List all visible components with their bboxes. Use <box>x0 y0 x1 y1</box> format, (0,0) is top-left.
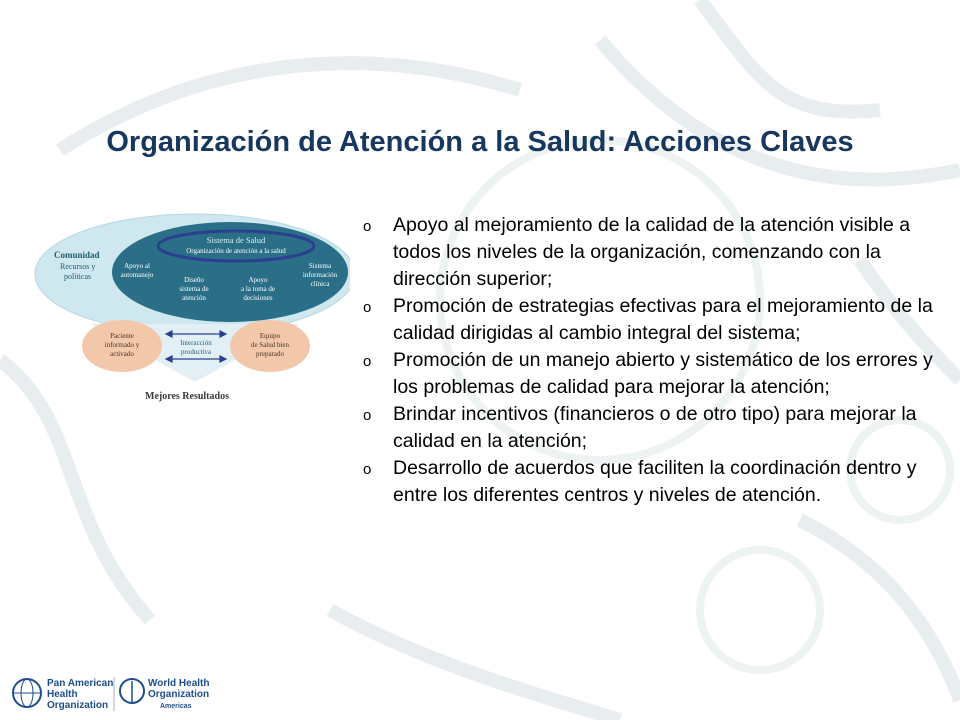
interaccion-1: Interacción <box>180 339 212 347</box>
list-item <box>360 401 950 455</box>
bullet-marker: o <box>363 299 372 316</box>
diseno-1: Diseño <box>184 276 204 284</box>
paho-line-1: Pan American <box>47 678 114 689</box>
list-item <box>360 293 950 347</box>
apoyo-auto-1: Apoyo al <box>124 262 150 270</box>
apoyo-toma-2: a la toma de <box>240 285 276 293</box>
slide-title: Organización de Atención a la Salud: Acciones Claves <box>106 126 854 159</box>
organizacion-label: Organización de atención a la salud <box>186 247 286 255</box>
paho-line-2: Health <box>47 689 78 700</box>
interaccion-2: productiva <box>181 348 211 356</box>
list-item-text: Desarrollo de acuerdos que faciliten la coordinación dentro y entre los diferentes centros y niveles de atención. <box>393 457 917 506</box>
equipo-3: preparado <box>256 350 284 358</box>
bullet-marker: o <box>363 407 372 424</box>
apoyo-auto-2: automanejo <box>120 271 154 279</box>
sistema-label: Sistema de Salud <box>206 235 266 245</box>
list-item <box>360 455 950 509</box>
paciente-1: Paciente <box>110 332 134 340</box>
diseno-3: atención <box>182 294 206 302</box>
chronic-care-model-diagram <box>30 212 350 412</box>
who-line-3: Americas <box>160 703 192 710</box>
apoyo-toma-1: Apoyo <box>248 276 268 284</box>
list-item-text: Apoyo al mejoramiento de la calidad de la atención visible a todos los niveles de la organización, comenzando con la dirección superior; <box>393 214 911 290</box>
who-logo <box>120 678 209 710</box>
organization-logos <box>10 675 210 713</box>
bullet-marker: o <box>363 218 372 235</box>
paciente-2: informado y <box>104 341 140 349</box>
equipo-1: Equipo <box>259 332 281 340</box>
list-item-text: Promoción de estrategias efectivas para el mejoramiento de la calidad dirigidas al cambio integral del sistema; <box>393 295 933 344</box>
paho-line-3: Organization <box>47 700 109 711</box>
equipo-2: de Salud bien <box>250 341 290 349</box>
mejores-resultados-label: Mejores Resultados <box>145 391 229 402</box>
who-line-2: Organization <box>148 689 210 700</box>
list-item-text: Promoción de un manejo abierto y sistemático de los errores y los problemas de calidad para mejorar la atención; <box>393 349 933 398</box>
paho-logo <box>13 678 113 711</box>
comunidad-label: Comunidad <box>54 250 100 260</box>
who-line-1: World Health <box>148 678 210 689</box>
list-item-text: Brindar incentivos (financieros o de otro tipo) para mejorar la calidad en la atención; <box>393 403 917 452</box>
list-item <box>360 347 950 401</box>
recursos-label-1: Recursos y <box>60 262 96 271</box>
paciente-3: activado <box>110 350 134 358</box>
bullet-marker: o <box>363 461 372 478</box>
apoyo-toma-3: decisiones <box>243 294 273 302</box>
diseno-2: sistema de <box>179 285 209 293</box>
list-item <box>360 212 950 293</box>
recursos-label-2: políticas <box>64 272 92 281</box>
sist-info-1: Sistema <box>308 262 332 270</box>
key-actions-list <box>360 212 950 509</box>
sist-info-3: clínica <box>310 280 330 288</box>
bullet-marker: o <box>363 353 372 370</box>
sist-info-2: información <box>302 271 338 279</box>
